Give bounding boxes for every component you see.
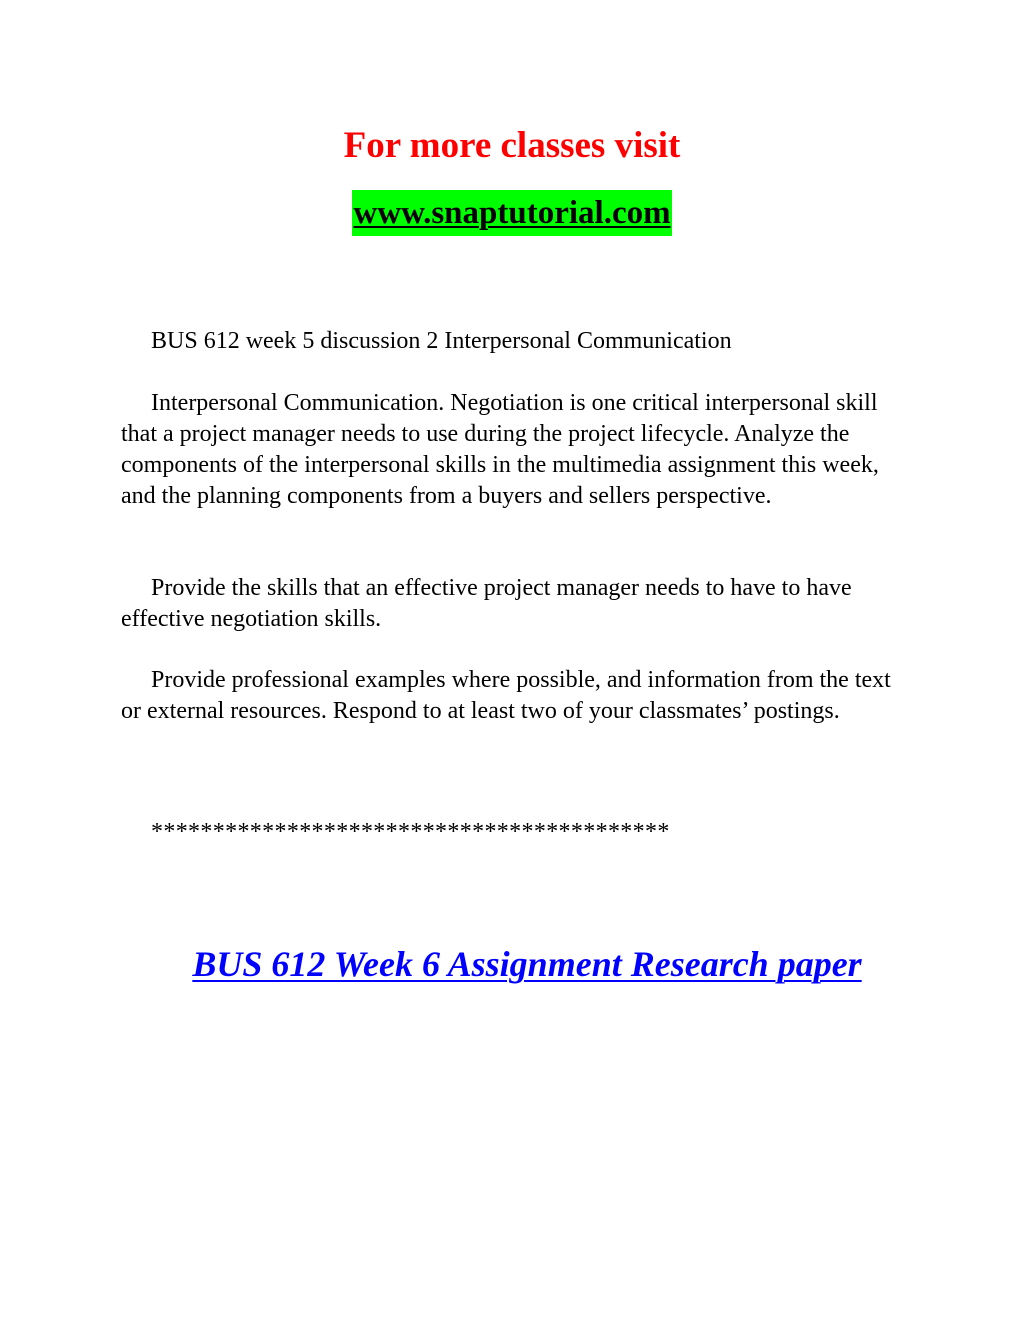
paragraph-skills: Provide the skills that an effective project manager needs to have to have effective negotiation skills.	[121, 575, 852, 632]
promo-link[interactable]: www.snaptutorial.com	[352, 190, 671, 236]
paragraph-negotiation: Interpersonal Communication. Negotiation is one critical interpersonal skill that a project manager needs to use during the project lifecycle. Analyze the components of the interpersonal skills in the multimedia assignment this week, and the planning components from a buyers and sellers perspective.	[121, 390, 879, 509]
promo-link-container	[0, 190, 1024, 236]
separator-line: ******************************************	[151, 819, 670, 845]
paragraph-examples: Provide professional examples where possible, and information from the text or external resources. Respond to at least two of your classmates’ postings.	[121, 667, 891, 724]
next-link-container	[0, 940, 1024, 988]
promo-title: For more classes visit	[343, 125, 681, 166]
discussion-heading: BUS 612 week 5 discussion 2 Interpersonal Communication	[151, 328, 732, 354]
next-assignment-link[interactable]: BUS 612 Week 6 Assignment Research paper	[192, 944, 862, 984]
